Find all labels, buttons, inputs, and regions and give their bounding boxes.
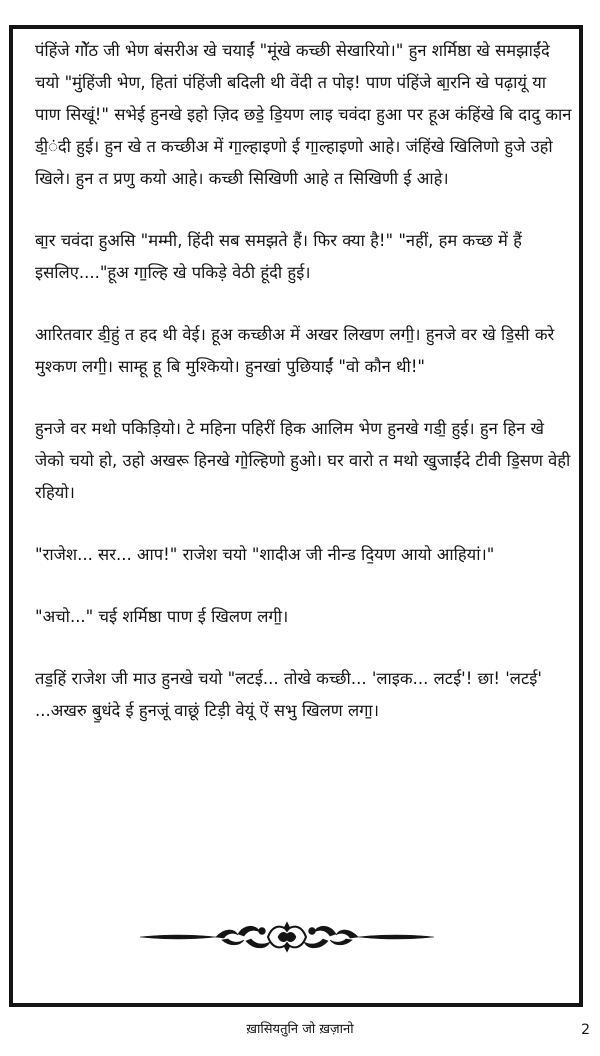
- paragraph-1: पंहिंजे गोॅठ जी भेण बंसरीअ खे चयाईं "मूंखे कच्छी सेखारियो।" हुन शर्मिष्ठा खे समझाईंदे चयो "मुंहिंजी भेण, हितां पंहिंजी बदिली थी वेंदी त पोइ! पाण पंहिंजे बा॒रनि खे पढ़ायूं या पाण सिखूं!" सभेई हुनखे इहो ज़िद छडे॒ डि॒यण लाइ चवंदा हुआ पर हूअ कंहिंखे बि दादु कान डी॒ंदी हुई। हुन खे त कच्छीअ में गा॒ल्हाइणो ई गा॒ल्हाइणो आहे। जंहिंखे खिलिणो हुजे उहो खिले। हुन त प्रणु कयो आहे। कच्छी सिखिणी आहे त सिखिणी ई आहे।: [35, 41, 572, 188]
- paragraph-4: हुनजे वर मथो पकिड़ियो। टे महिना पहिरीं हिक आलिम भेण हुनखे गडी॒ हुई। हुन हिन खे जेको चयो हो, उहो अखरू हिनखे गो॒ल्हिणो हुओ। घर वारो त मथो खुजाईंदे टीवी डि॒सण वेही रहियो।: [35, 419, 571, 502]
- paragraph-5: "राजेश... सर... आप!" राजेश चयो "शादीअ जी नीन्ड दि॒यण आयो आहियां।": [35, 545, 495, 564]
- book-title-footer: ख़ासियतुनि जो ख़ज़ानो: [246, 1022, 354, 1037]
- paragraph-2: बा॒र चवंदा हुअसि "मम्मी, हिंदी सब समझते हैं। फिर क्या है!" "नहीं, हम कच्छ में हैं इसलिए...."हूअ गा॒ल्हि खे पकिड़े वेठी हूंदी हुई।: [35, 231, 522, 282]
- paragraph-3: आरितवार डी॒हुं त हद थी वेई। हूअ कच्छीअ में अखर लिखण लगी॒। हुनजे वर खे डि॒सी करे मुश्कण लगी॒। साम्हू हू बि मुश्कियो। हुनखां पुछियाईं "वो कौन थी!": [35, 325, 555, 376]
- page-number: 2: [581, 1022, 590, 1038]
- paragraph-7: तड॒हिं राजेश जी माउ हुनखे चयो "लटई... तोखे कच्छी... 'लाइक... लटई'! छा! 'लटई' ...अखरु बु॒धंदे ई हुनजूं वाछूं टिड़ी वेयूं ऐं सभु खिलण लगा॒।: [35, 669, 542, 720]
- floral-divider-ornament: [138, 920, 436, 954]
- page-body-text: [35, 35, 575, 757]
- page-border-frame: [9, 25, 583, 1007]
- paragraph-6: "अचो..." चई शर्मिष्ठा पाण ई खिलण लगी॒।: [35, 607, 289, 626]
